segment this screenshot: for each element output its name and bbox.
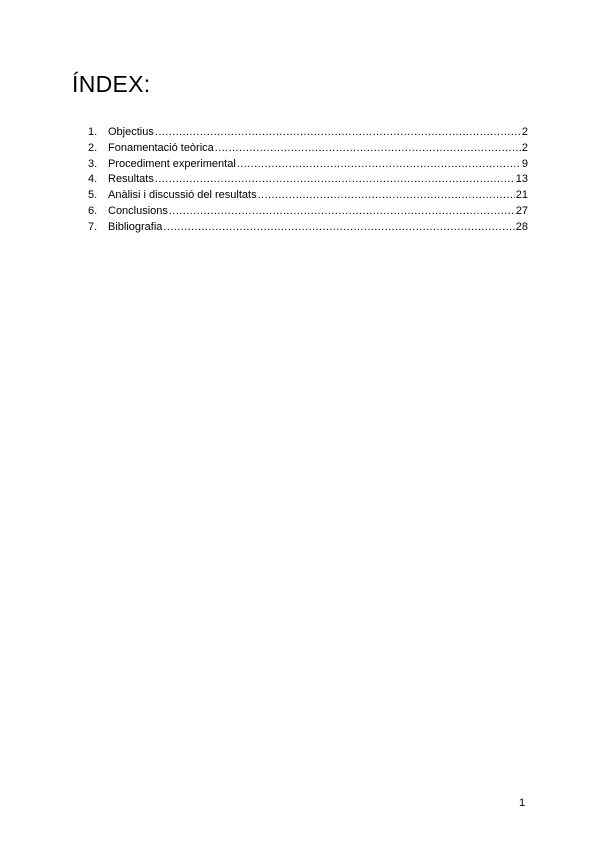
toc-entry-number: 3. xyxy=(88,157,98,170)
toc-dot-leader xyxy=(163,220,514,236)
toc-entry xyxy=(88,157,528,173)
toc-entry-page: 2 xyxy=(521,141,528,154)
toc-entry-page: 28 xyxy=(515,220,528,233)
toc-entry-number: 6. xyxy=(88,204,98,217)
toc-entry-number: 2. xyxy=(88,141,98,154)
toc-entry-title: Procediment experimental xyxy=(108,157,236,170)
page-number: 1 xyxy=(518,797,526,809)
toc-dot-leader xyxy=(258,188,515,204)
toc-dot-leader xyxy=(215,141,521,157)
toc-entry-title: Bibliografia xyxy=(108,220,163,233)
toc-entry-title: Fonamentació teòrica xyxy=(108,141,214,154)
toc-entry-title: Objectius xyxy=(108,126,154,138)
toc-entry-title: Conclusions xyxy=(108,204,168,217)
toc-dot-leader xyxy=(169,204,515,220)
toc-entry xyxy=(88,220,528,236)
toc-dot-leader xyxy=(155,172,515,188)
table-of-contents xyxy=(88,125,528,236)
toc-entry-number: 4. xyxy=(88,173,98,186)
toc-entry-number: 5. xyxy=(88,189,98,202)
toc-entry-title: Anàlisi i discussió del resultats xyxy=(108,189,257,202)
index-title: ÍNDEX: xyxy=(72,71,151,97)
toc-dot-leader xyxy=(155,125,521,141)
toc-entry xyxy=(88,172,528,188)
toc-entry xyxy=(88,141,528,157)
toc-entry-page: 13 xyxy=(515,173,528,186)
toc-entry-page: 9 xyxy=(521,157,528,170)
toc-entry-title: Resultats xyxy=(108,173,154,186)
toc-entry-page: 2 xyxy=(521,126,528,138)
toc-entry xyxy=(88,125,528,141)
toc-entry-page: 27 xyxy=(515,204,528,217)
toc-entry xyxy=(88,204,528,220)
toc-entry-number: 1. xyxy=(88,126,98,138)
toc-entry-number: 7. xyxy=(88,220,98,233)
toc-entry-page: 21 xyxy=(515,189,528,202)
toc-dot-leader xyxy=(237,157,521,173)
toc-entry xyxy=(88,188,528,204)
